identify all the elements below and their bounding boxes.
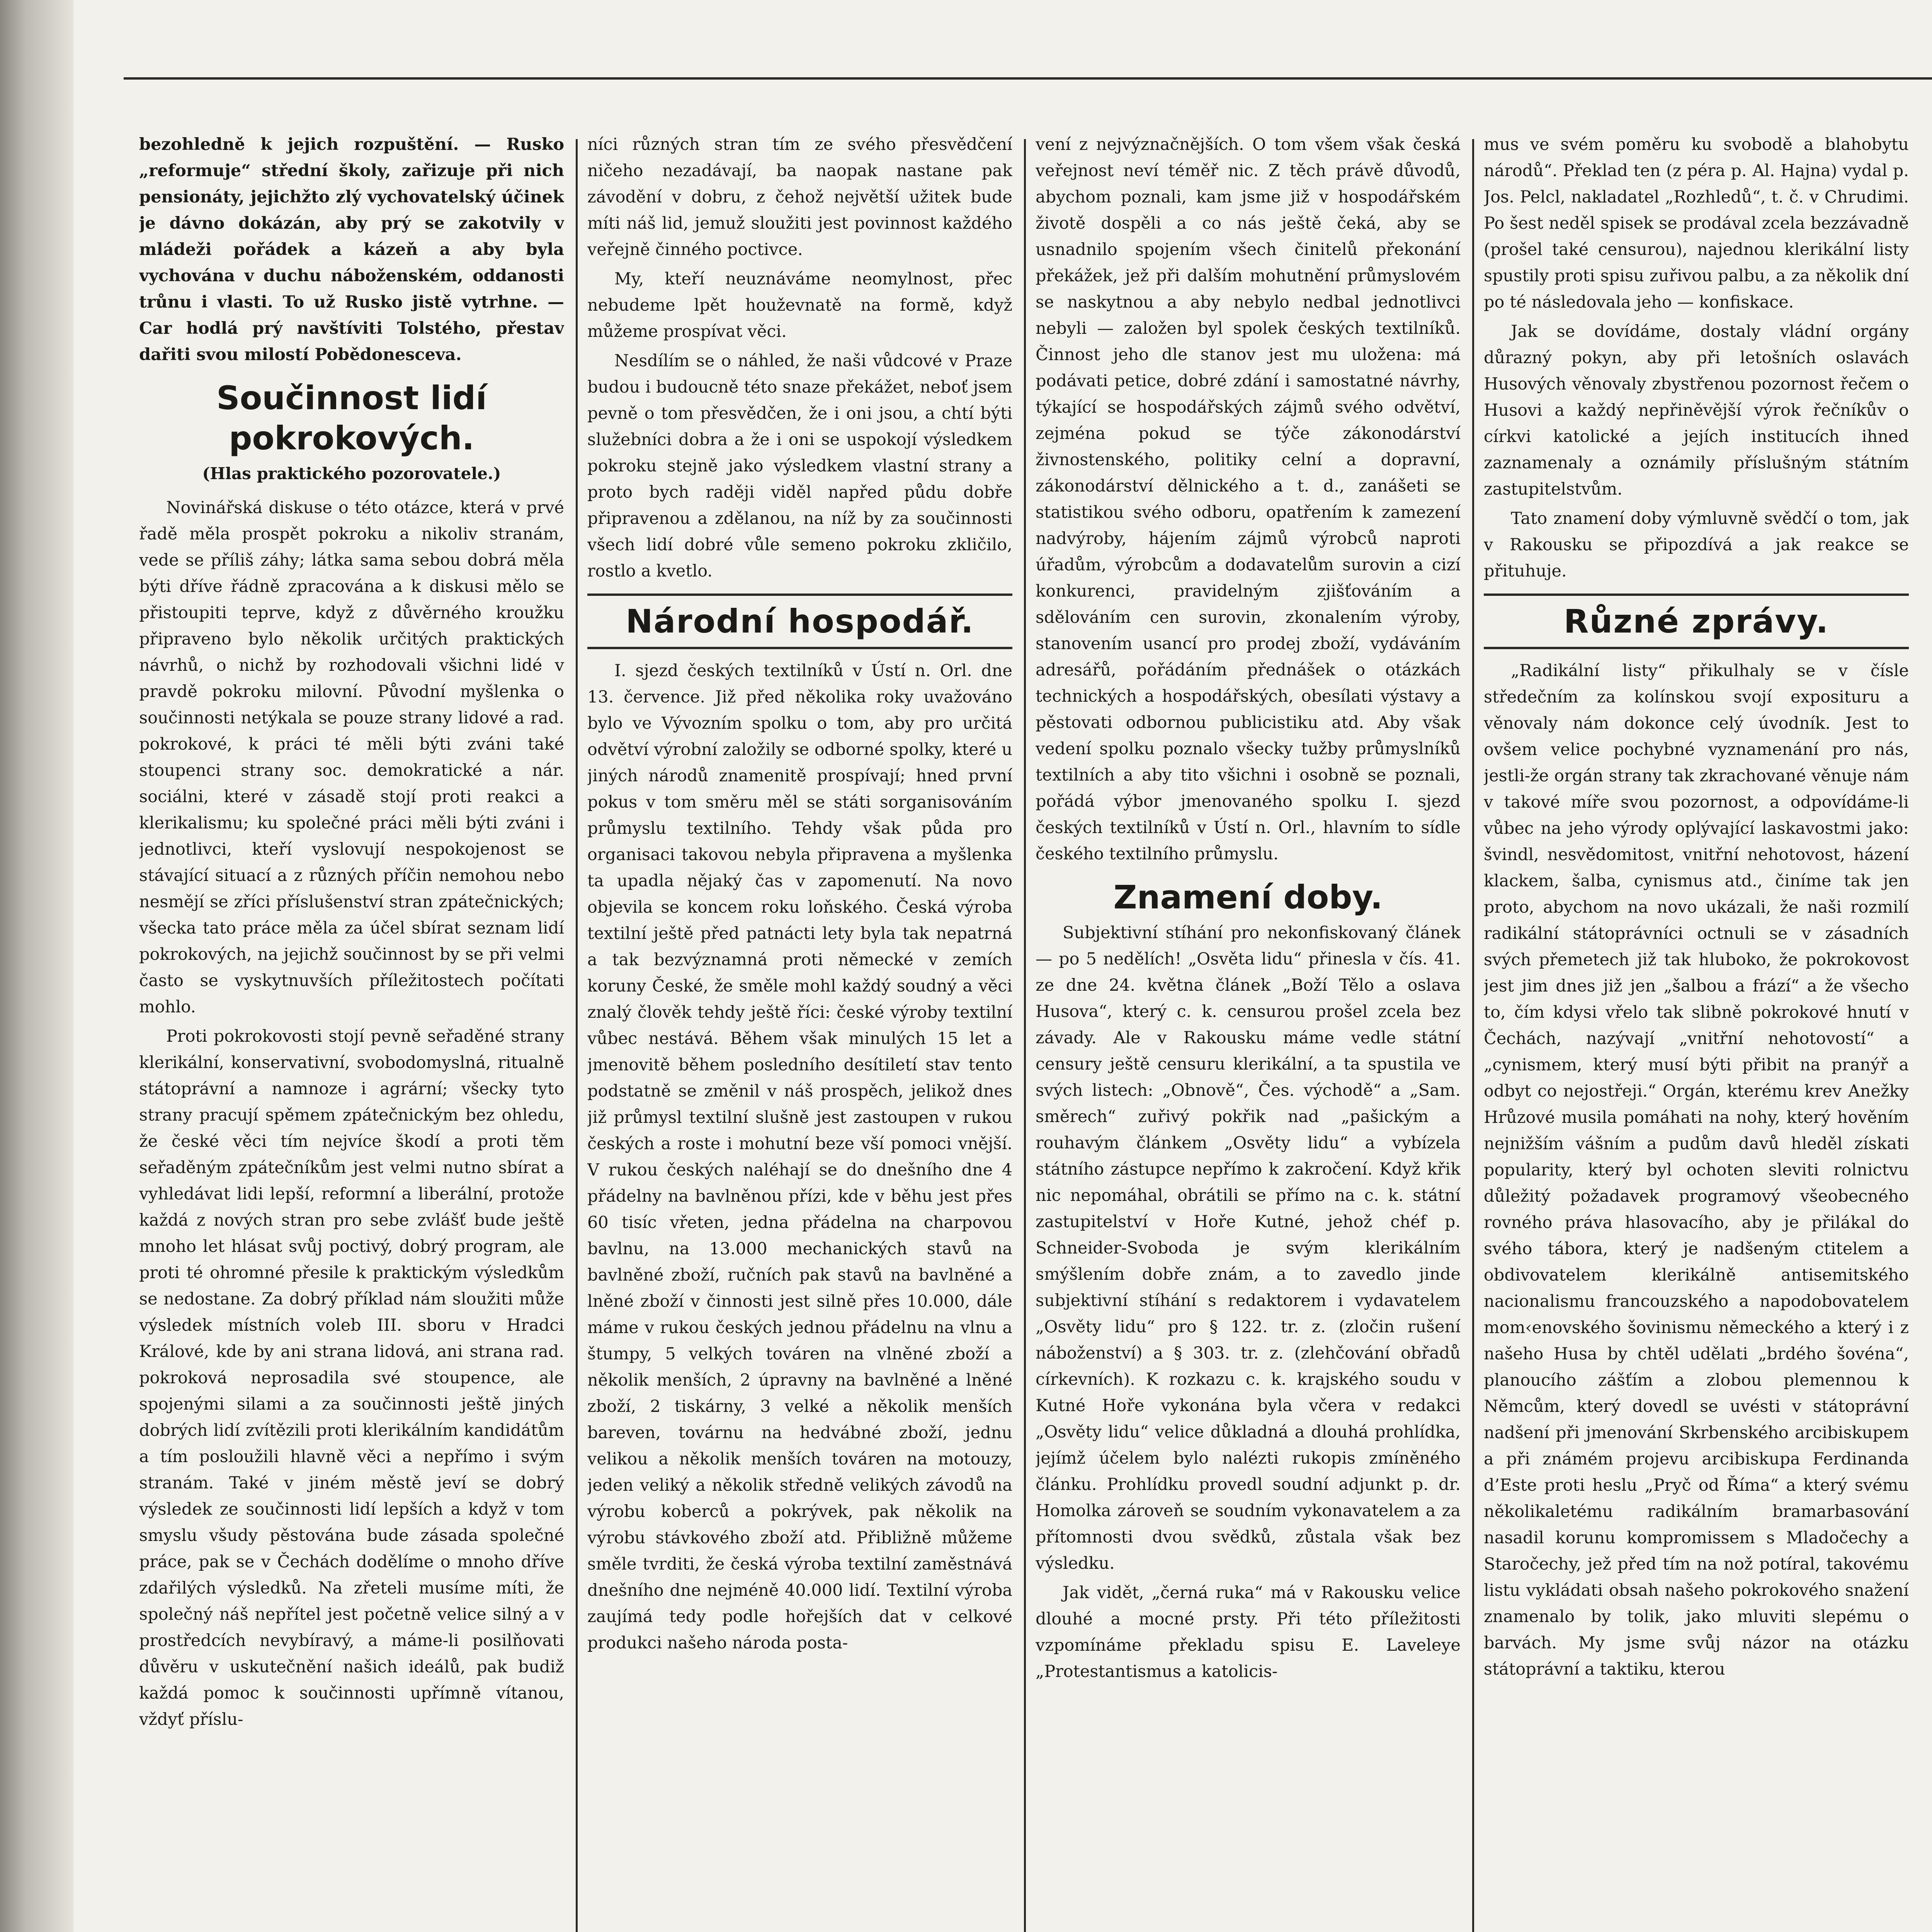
article-paragraph: Proti pokrokovosti stojí pevně seřaděné strany klerikální, konservativní, svobodomyslná, ritualně státoprávní a namnoze i agrární; všecky tyto strany pracují spěmem zpátečnickým bez ohledu, že české věci tím nejvíce škodí a proti těm seřaděným zpátečníkům jest velmi nutno sbírat a vyhledávat lidi lepší, reformní a liberální, protože každá z nových stran pro sebe zvlášť bude ještě mnoho let hlásat svůj poctivý, dobrý program, ale proti té ohromné přesile k praktickým výsledkům se nedostane. Za dobrý příklad nám sloužiti může výsledek místních voleb III. sboru v Hradci Králové, kde by ani strana lidová, ani strana rad. pokroková neprosadila své stoupence, ale spojenými silami a za součinnosti ještě jiných dobrých lidí zvítězili proti klerikálním kandidátům a tím posloužili hlavně věci a nepřímo i svým stranám. Také v jiném městě jeví se dobrý výsledek ze součinnosti lidí lepších a když v tom smyslu všudy pěstována bude zásada společné práce, pak se v Čechách dodělíme o mnoho dříve zdařilých výsledků. Na zřeteli musíme míti, že společný náš nepřítel jest početně velice silný a v prostředcích nevybíravý, a máme-li posilňovati důvěru v uskutečnění našich ideálů, pak budiž každá pomoc k součinnosti upřímně vítanou, vždyť příslu-	[139, 1027, 564, 1729]
section-heading: Součinnost lidí pokrokových.	[216, 379, 487, 457]
article-paragraph: Tato znamení doby výmluvně svědčí o tom, jak v Rakousku se připozdívá a jak reakce se přituhuje.	[1484, 509, 1909, 581]
article-paragraph: mus ve svém poměru ku svobodě a blahobytu národů“. Překlad ten (z péra p. Al. Hajna) vydal p. Jos. Pelcl, nakladatel „Rozhledů“, t. č. v Chrudimi. Po šest neděl spisek se prodával zcela bezzávadně (prošel také censurou), najednou klerikální listy spustily proti spisu zuřivou palbu, a za několik dní po té následovala jeho — konfiskace.	[1484, 135, 1909, 312]
section-heading: Národní hospodář.	[587, 594, 1012, 649]
article-paragraph: Novinářská diskuse o této otázce, která v prvé řadě měla prospět pokroku a nikoliv stranám, vede se příliš záhy; látka sama sebou dobrá měla býti dříve řádně zpracována a k diskusi mělo se přistoupiti teprve, když z důvěrného kroužku připraveno bylo několik určitých praktických návrhů, o nichž by rozhodovali všichni lidé v pravdě pokroku milovní. Původní myšlenka o součinnosti netýkala se pouze strany lidové a rad. pokrokové, k práci té měli býti zváni také stoupenci strany soc. demokratické a nár. sociálni, které v zásadě stojí proti reakci a klerikalismu; ku společné práci měli býti zváni i jednotlivci, kteří vyslovují nespokojenost se stávající situací a z různých příčin nemohou nebo nesmějí se zříci příslušenství stran zpátečnických; všecka tato práce měla za účel sbírat seznam lidí pokrokových, na jejichž součinnost by se při velmi často se vyskytnuvších příležitostech počítati mohlo.	[139, 498, 564, 1017]
section-heading: Různé zprávy.	[1484, 594, 1909, 649]
article-paragraph: Jak se dovídáme, dostaly vládní orgány důrazný pokyn, aby při letošních oslavách Husových věnovaly zbystřenou pozornost řečem o Husovi a každý nepřiněvější výrok řečníkův o církvi katolické a jejích institucích ihned zaznamenaly a oznámily příslušným státním zastupitelstvům.	[1484, 322, 1909, 499]
section-subheading: (Hlas praktického pozorovatele.)	[202, 464, 501, 483]
article-paragraph: Jak vidět, „černá ruka“ má v Rakousku velice dlouhé a mocné prsty. Při této příležitosti vzpomínáme překladu spisu E. Laveleye „Protestantismus a katolicis-	[1036, 1583, 1461, 1681]
column-1	[139, 131, 564, 1932]
column-divider	[1024, 139, 1026, 1932]
column-4	[1484, 131, 1909, 1932]
article-paragraph: vení z nejvýznačnějších. O tom všem však česká veřejnost neví téměř nic. Z těch právě důvodů, abychom poznali, kam jsme již v hospodářském životě dospěli a co nás ještě čeká, aby se usnadnilo spojením všech činitelů překonání překážek, jež při dalším mohutnění průmyslovém se naskytnou a aby nebylo nedbal jednotlivci nebyli — založen byl spolek českých textilníků. Činnost jeho dle stanov jest mu uložena: má podávati petice, dobré zdání i samostatné návrhy, týkající se hospodářských zájmů svého odvětví, zejména pokud se týče zákonodárství živnostenského, politiky celní a dopravní, zákonodárství dělnického a t. d., zanášeti se statistikou svého odboru, opatřením k zamezení nadvýroby, hájením zájmů výrobců naproti úřadům, výrobcům a dodavatelům surovin a cizí konkurenci, pravidelným zjišťováním a sdělováním cen surovin, zkonalením výroby, stanovením usancí pro prodej zboží, vydáváním adresářů, pořádáním přednášek o otázkách technických a hospodářských, obesílati výstavy a pěstovati odbornou publicistiku atd. Aby však vedení spolku poznalo všecky tužby průmyslníků textilních a aby tito všichni i osobně se poznali, pořádá výbor jmenovaného spolku I. sjezd českých textilníků v Ústí n. Orl., hlavním to sídle českého textilního průmyslu.	[1036, 135, 1461, 864]
article-paragraph: I. sjezd českých textilníků v Ústí n. Orl. dne 13. července. Již před několika roky uvažováno bylo ve Vývozním spolku o tom, aby pro určitá odvětví výrobní založily se odborné spolky, které u jiných národů znamenitě prospívají; hned první pokus v tom směru měl se státi sorganisováním průmyslu textilního. Tehdy však půda pro organisaci takovou nebyla připravena a myšlenka ta upadla nějaký čas v zapomenutí. Na novo objevila se koncem roku loňského. Česká výroba textilní ještě před patnácti lety byla tak nepatrná a tak bezvýznamná proti německé v zemích koruny České, že směle mohl každý soudný a věci znalý člověk tehdy ještě říci: české výroby textilní vůbec nestává. Během však minulých 15 let a jmenovitě během posledního desítiletí stav tento podstatně se změnil v náš prospěch, jelikož dnes již průmysl textilní slušně jest zastoupen v rukou českých a roste i mohutní beze vší pomoci vnější. V rukou českých naléhají se do dnešního dne 4 přádelny na bavlněnou přízi, kde v běhu jest přes 60 tisíc vřeten, jedna přádelna na charpovou bavlnu, na 13.000 mechanických stavů na bavlněné zboží, ručních pak stavů na bavlněné a lněné zboží v činnosti jest silně přes 10.000, dále máme v rukou českých jednou přádelnu na vlnu a štumpy, 5 velkých továren na vlněné zboží a několik menších, 2 úpravny na bavlněné a lněné zboží, 2 tiskárny, 3 velké a několik menších bareven, továrnu na hedvábné zboží, jednu velikou a několik menších továren na motouzy, jeden veliký a několik středně velikých závodů na výrobu koberců a pokrývek, pak několik na výrobu stávkového zboží atd. Přibližně můžeme směle tvrditi, že česká výroba textilní zaměstnává dnešního dne nejméně 40.000 lidí. Textilní výroba zaujímá tedy podle hořejších dat v celkové produkci našeho národa posta-	[587, 661, 1012, 1653]
page-edge-left	[0, 0, 73, 1932]
column-3	[1036, 131, 1461, 1932]
article-paragraph: „Radikální listy“ přikulhaly se v čísle středečním za kolínskou svojí exposituru a věnovaly nám dokonce celý úvodník. Jest to ovšem velice pochybné vyznamenání pro nás, jestli-že orgán strany tak zkrachované věnuje nám v takové míře svou pozornost, a odpovídáme-li vůbec na jeho výrody oplývající laskavostmi jako: švindl, nesvědomitost, vnitřní nehotovost, házení klackem, šalba, cynismus atd., činíme tak jen proto, abychom na novo ukázali, že naši rozmilí radikální státoprávníci octnuli se v zásadních svých přemetech již tak hluboko, že pokrokovost jest jim dnes již jen „šalbou a frází“ a že všecho to, čím kdysi vřelo tak slibně pokrokové hnutí v Čechách, nazývají „vnitřní nehotovostí“ a „cynismem, který musí býti přibit na pranýř a odbyt co nejostřeji.“ Orgán, kterému krev Anežky Hrůzové musila pomáhati na nohy, který hověním nejnižším vášním a pudům davů hleděl získati popularity, který byl ochoten sleviti rolnictvu důležitý požadavek programový všeobecného rovného práva hlasovacího, aby je přilákal do svého tábora, který je nadšeným ctitelem a obdivovatelem klerikálně antisemitského nacionalismu francouzského a napodobovatelem mom‹enovského šovinismu německého a který i z našeho Husa by chtěl udělati „brdého šovéna“, planoucího zášťím a zlobou plemennou k Němcům, který dovedl se uvésti v státoprávní nadšení při jmenování Skrbenského arcibiskupem a při známém projevu arcibiskupa Ferdinanda d’Este proti heslu „Pryč od Říma“ a který svému několikaletému radikálním bramarbasování nasadil korunu kompromissem s Mladočechy a Staročechy, jež před tím na nož potíral, takovému listu vykládati obsah našeho pokrokového snažení znamenalo by tolik, jako mluviti slepému o barvách. My jsme svůj názor na otázku státoprávní a taktiku, kterou	[1484, 661, 1909, 1679]
article-paragraph: My, kteří neuznáváme neomylnost, přec nebudeme lpět houževnatě na formě, když můžeme prospívat věci.	[587, 269, 1012, 341]
column-divider	[576, 139, 578, 1932]
article-paragraph: Nesdílím se o náhled, že naši vůdcové v Praze budou i budoucně této snaze překážet, neboť jsem pevně o tom přesvědčen, že i oni jsou, a chtí býti služebníci dobra a že i oni se uspokojí výsledkem pokroku stejně jako výsledkem vlastní strany a proto bych raději viděl napřed půdu dobře připravenou a zdělanou, na níž by za součinnosti všech lidí dobré vůle semeno pokroku zkličilo, rostlo a kvetlo.	[587, 351, 1012, 581]
column-2	[587, 131, 1012, 1932]
article-paragraph: níci různých stran tím ze svého přesvědčení ničeho nezadávají, ba naopak nastane pak závodění v dobru, z čehož největší užitek bude míti náš lid, jemuž sloužiti jest povinnost každého veřejně činného poctivce.	[587, 135, 1012, 259]
article-paragraph: Subjektivní stíhání pro nekonfiskovaný článek — po 5 nedělích! „Osvěta lidu“ přinesla v čís. 41. ze dne 24. května článek „Boží Tělo a oslava Husova“, který c. k. censurou prošel zcela bez závady. Ale v Rakousku máme vedle státní censury ještě censuru klerikální, a ta spustila ve svých listech: „Obnově“, Čes. východě“ a „Sam. směrech“ zuřivý pokřik nad „pašickým a rouhavým článkem „Osvěty lidu“ a vybízela státního zástupce nepřímo k zakročení. Když křik nic nepomáhal, obrátili se přímo na c. k. státní zastupitelství v Hoře Kutné, jehož chéf p. Schneider-Svoboda je svým klerikálním smýšlením dobře znám, a to zavedlo jinde subjektivní stíhání s redaktorem i vydavatelem „Osvěty lidu“ pro § 122. tr. z. (zločin rušení náboženství) a § 303. tr. z. (zlehčování obřadů církevních). K rozkazu c. k. krajského soudu v Kutné Hoře vykonána byla včera v redakci „Osvěty lidu“ velice důkladná a dlouhá prohlídka, jejímž účelem bylo nalézti rukopis zmíněného článku. Prohlídku provedl soudní adjunkt p. dr. Homolka zároveň se soudním vykonavatelem a za přítomnosti dvou svědků, zůstala však bez výsledku.	[1036, 923, 1461, 1573]
top-rule	[124, 77, 1932, 80]
column-divider	[1472, 139, 1474, 1932]
article-paragraph: bezohledně k jejich rozpuštění. — Rusko „reformuje“ střední školy, zařizuje při nich pensionáty, jejichžto zlý vychovatelský účinek je dávno dokázán, aby prý se zakotvily v mládeži pořádek a kázeň a aby byla vychována v duchu náboženském, oddanosti trůnu i vlasti. To už Rusko jistě vytrhne. — Car hodlá prý navštíviti Tolstého, přestav dařiti svou milostí Pobědonesceva.	[139, 135, 564, 364]
section-heading: Znamení doby.	[1113, 878, 1383, 916]
